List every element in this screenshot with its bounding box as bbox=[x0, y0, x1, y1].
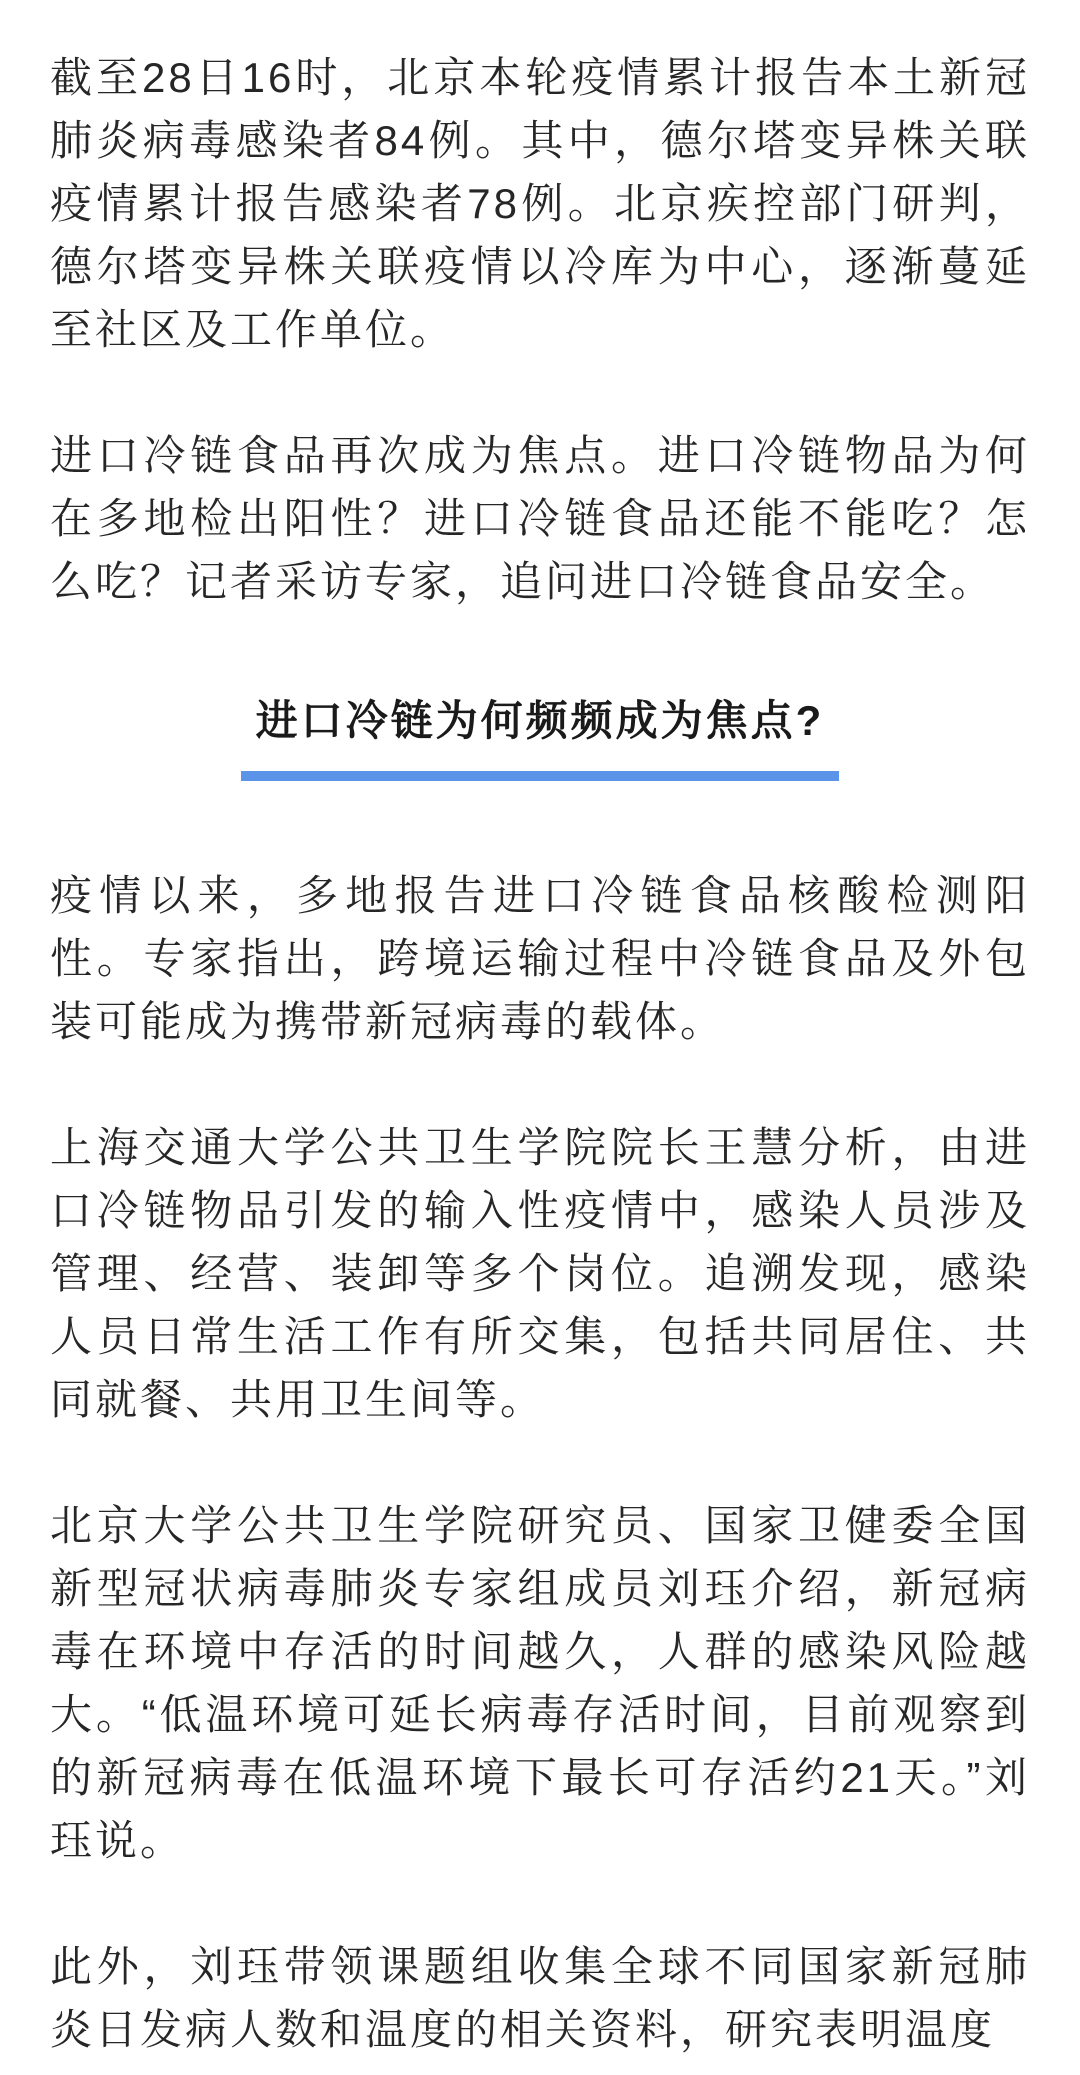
paragraph-temperature-research: 此外，刘珏带领课题组收集全球不同国家新冠肺炎日发病人数和温度的相关资料，研究表明温度 bbox=[50, 1943, 1030, 2053]
heading-underline-bar bbox=[241, 771, 839, 781]
paragraph-liujue-survival-time: 北京大学公共卫生学院研究员、国家卫健委全国新型冠状病毒肺炎专家组成员刘珏介绍，新冠病毒在环境中存活的时间越久，人群的感染风险越大。“低温环境可延长病毒存活时间，目前观察到的新冠病毒在低温环境下最长可存活约21天。”刘珏说。 bbox=[50, 1502, 1030, 1864]
paragraph-cold-chain-questions: 进口冷链食品再次成为焦点。进口冷链物品为何在多地检出阳性？进口冷链食品还能不能吃？怎么吃？记者采访专家，追问进口冷链食品安全。 bbox=[50, 432, 1030, 605]
section-heading: 进口冷链为何频频成为焦点? bbox=[255, 697, 825, 744]
paragraph-outbreak-summary: 截至28日16时，北京本轮疫情累计报告本土新冠肺炎病毒感染者84例。其中，德尔塔变异株关联疫情累计报告感染者78例。北京疾控部门研判，德尔塔变异株关联疫情以冷库为中心，逐渐蔓延至社区及工作单位。 bbox=[50, 54, 1030, 353]
section-heading-block bbox=[50, 689, 1030, 781]
paragraph-wanghui-analysis: 上海交通大学公共卫生学院院长王慧分析，由进口冷链物品引发的输入性疫情中，感染人员涉及管理、经营、装卸等多个岗位。追溯发现，感染人员日常生活工作有所交集，包括共同居住、共同就餐、共用卫生间等。 bbox=[50, 1124, 1030, 1423]
paragraph-positive-tests: 疫情以来，多地报告进口冷链食品核酸检测阳性。专家指出，跨境运输过程中冷链食品及外包装可能成为携带新冠病毒的载体。 bbox=[50, 872, 1030, 1045]
